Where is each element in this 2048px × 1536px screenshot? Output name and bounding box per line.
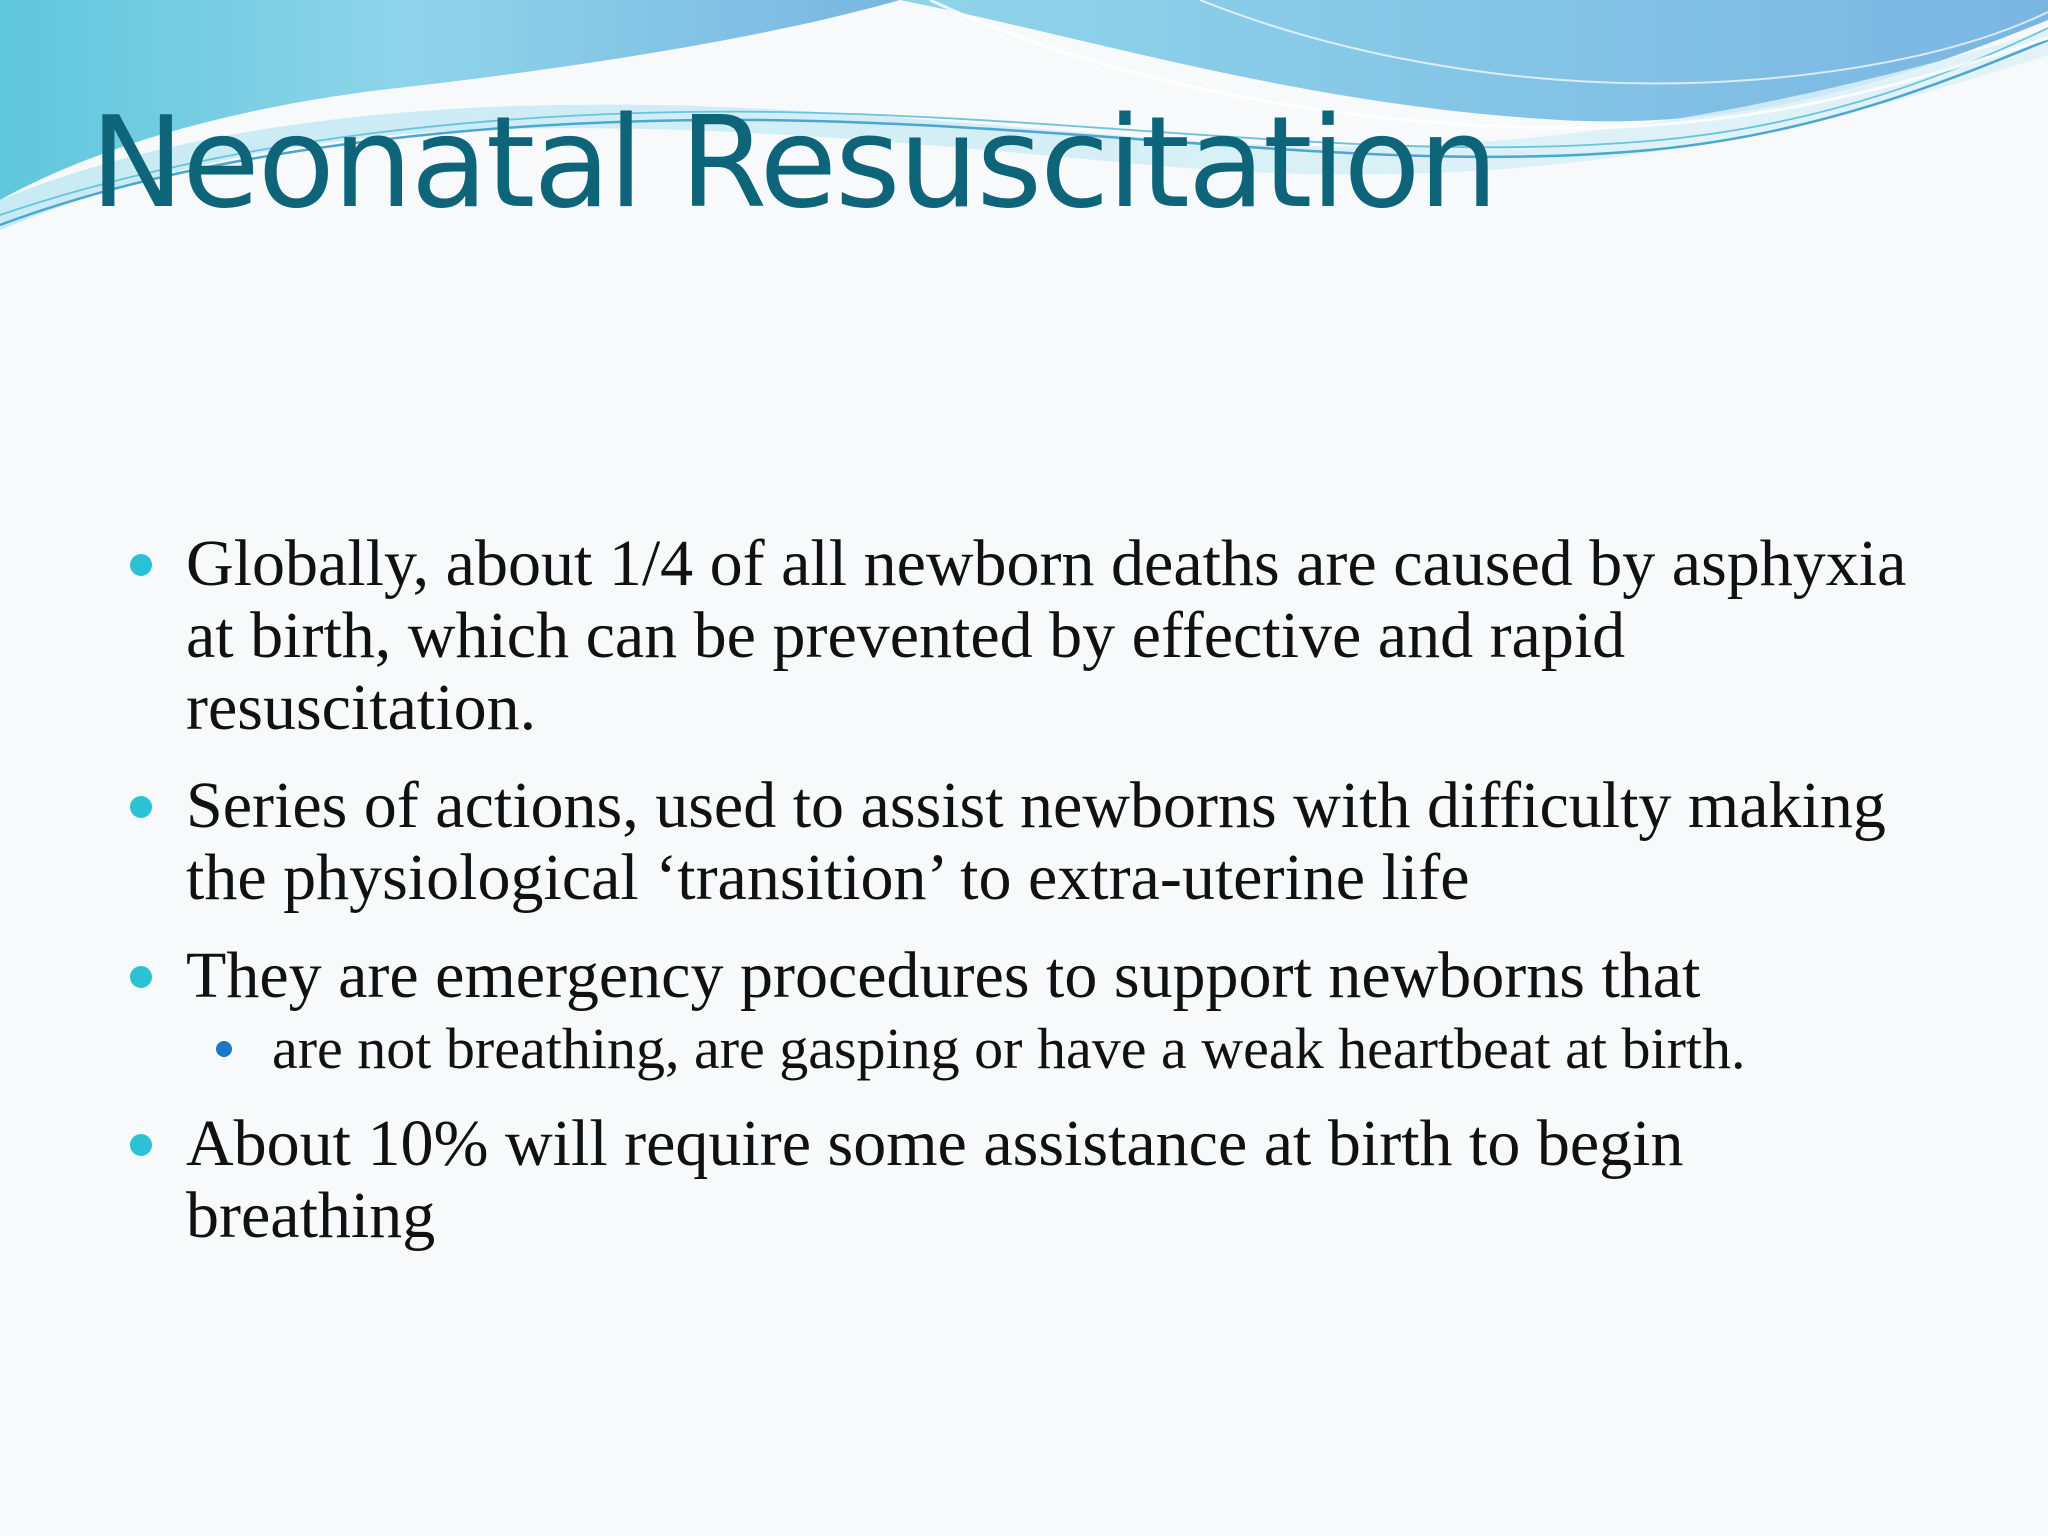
bullet-text: Series of actions, used to assist newborns with difficulty making the physiological ‘transition’ to extra-uterine life (186, 769, 1886, 914)
bullet-item (130, 1108, 1910, 1252)
bullet-item (130, 528, 1910, 744)
bullet-text: About 10% will require some assistance at birth to begin breathing (186, 1107, 1684, 1252)
bullet-item (130, 770, 1910, 914)
sub-bullet-item (216, 1016, 1910, 1082)
sub-bullet-text: are not breathing, are gasping or have a weak heartbeat at birth. (272, 1016, 1746, 1081)
bullet-list (130, 528, 1910, 1278)
sub-bullet-dot-icon (216, 1041, 232, 1057)
bullet-dot-icon (130, 966, 152, 988)
bullet-dot-icon (130, 796, 152, 818)
sub-bullet-list (186, 1016, 1910, 1082)
bullet-item (130, 940, 1910, 1082)
bullet-text: Globally, about 1/4 of all newborn deaths are caused by asphyxia at birth, which can be prevented by effective and rapid resuscitation. (186, 527, 1907, 744)
slide-title: Neonatal Resuscitation (90, 89, 1497, 236)
bullet-dot-icon (130, 554, 152, 576)
bullet-text: They are emergency procedures to support newborns that (186, 939, 1701, 1012)
bullet-dot-icon (130, 1134, 152, 1156)
